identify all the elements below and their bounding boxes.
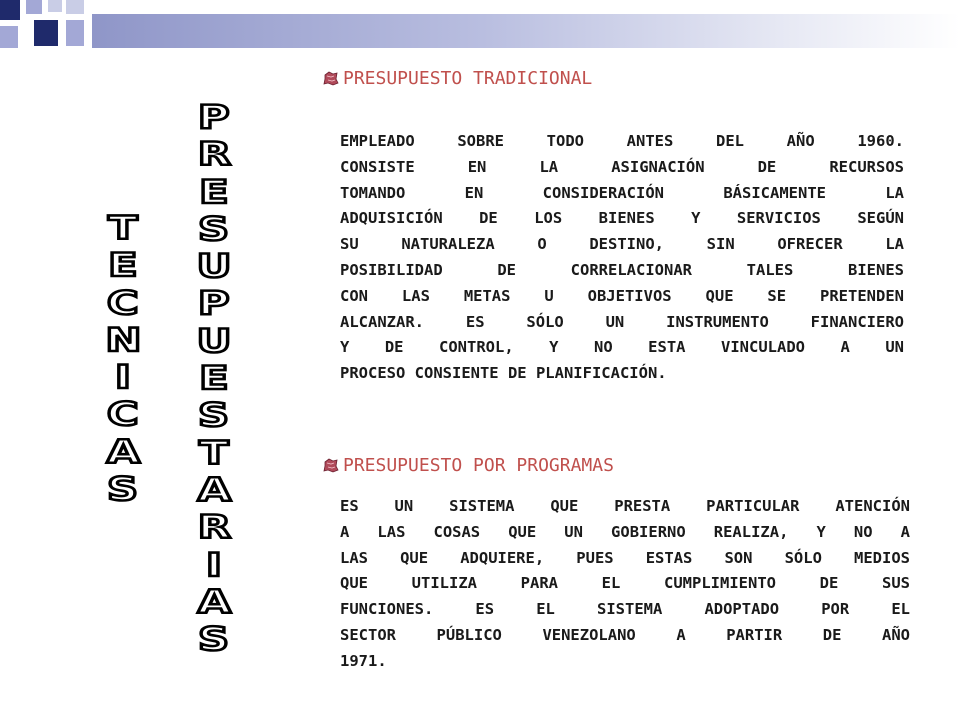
decor-square-lavender bbox=[26, 0, 42, 14]
decor-square-navy-2 bbox=[34, 20, 58, 46]
paragraph-line: A LAS COSAS QUE UN GOBIERNO REALIZA, Y NO A bbox=[340, 522, 910, 541]
vertical-title-tecnicas bbox=[106, 210, 140, 508]
vertical-letter: C bbox=[107, 395, 139, 434]
vertical-letter: I bbox=[114, 358, 132, 397]
decor-square-lavender-3 bbox=[66, 20, 84, 46]
vertical-letter: P bbox=[198, 98, 230, 136]
vertical-letter: S bbox=[198, 620, 230, 659]
paragraph-line: QUE UTILIZA PARA EL CUMPLIMIENTO DE SUS bbox=[340, 574, 910, 593]
vertical-letter: R bbox=[197, 508, 231, 547]
vertical-letter: T bbox=[199, 433, 229, 472]
paragraph-line: ALCANZAR. ES SÓLO UN INSTRUMENTO FINANCIERO bbox=[340, 312, 904, 331]
vertical-title-presupuestarias bbox=[197, 99, 231, 658]
paragraph-line: CON LAS METAS U OBJETIVOS QUE SE PRETENDEN bbox=[340, 286, 904, 305]
decor-square-lavender-2 bbox=[0, 26, 18, 48]
section-paragraph-tradicional bbox=[340, 129, 904, 387]
paragraph-line: SECTOR PÚBLICO VENEZOLANO A PARTIR DE AÑO bbox=[340, 625, 910, 644]
vertical-letter: U bbox=[196, 321, 232, 360]
paragraph-line: LAS QUE ADQUIERE, PUES ESTAS SON SÓLO MEDIOS bbox=[340, 548, 910, 567]
decor-square-pale bbox=[48, 0, 62, 12]
paragraph-line: SU NATURALEZA O DESTINO, SIN OFRECER LA bbox=[340, 235, 904, 254]
paragraph-line: PROCESO CONSIENTE DE PLANIFICACIÓN. bbox=[340, 364, 667, 383]
vertical-letter: E bbox=[199, 172, 229, 211]
paragraph-line: TOMANDO EN CONSIDERACIÓN BÁSICAMENTE LA bbox=[340, 183, 904, 202]
vertical-letter: C bbox=[107, 283, 139, 322]
decor-square-navy bbox=[0, 0, 20, 20]
section-paragraph-programas bbox=[340, 494, 910, 675]
vertical-letter: A bbox=[197, 582, 231, 621]
paragraph-line: FUNCIONES. ES EL SISTEMA ADOPTADO POR EL bbox=[340, 600, 910, 619]
paragraph-line: EMPLEADO SOBRE TODO ANTES DEL AÑO 1960. bbox=[340, 132, 904, 150]
decor-square-pale-2 bbox=[66, 0, 84, 14]
section-heading-tradicional bbox=[322, 68, 592, 89]
vertical-letter: P bbox=[198, 284, 230, 323]
vertical-letter: S bbox=[107, 470, 139, 509]
vertical-letter: A bbox=[197, 470, 231, 509]
header-gradient-bar bbox=[92, 14, 960, 48]
paragraph-line: 1971. bbox=[340, 651, 387, 670]
vertical-letter: R bbox=[197, 135, 231, 174]
section-heading-programas bbox=[322, 455, 614, 476]
map-bullet-icon bbox=[322, 457, 339, 474]
paragraph-line: POSIBILIDAD DE CORRELACIONAR TALES BIENES bbox=[340, 260, 904, 279]
vertical-letter: S bbox=[198, 209, 230, 248]
vertical-letter: I bbox=[205, 545, 223, 584]
vertical-letter: N bbox=[104, 320, 142, 359]
vertical-letter: U bbox=[196, 247, 232, 286]
section-heading-text: PRESUPUESTO POR PROGRAMAS bbox=[343, 455, 614, 476]
vertical-letter: E bbox=[108, 246, 138, 285]
paragraph-line: Y DE CONTROL, Y NO ESTA VINCULADO A UN bbox=[340, 338, 904, 357]
paragraph-line: CONSISTE EN LA ASIGNACIÓN DE RECURSOS bbox=[340, 157, 904, 176]
vertical-letter: A bbox=[106, 432, 140, 471]
section-heading-text: PRESUPUESTO TRADICIONAL bbox=[343, 68, 593, 89]
vertical-letter: S bbox=[198, 396, 230, 435]
map-bullet-icon bbox=[322, 70, 339, 87]
vertical-letter: T bbox=[108, 209, 138, 247]
vertical-letter: E bbox=[199, 359, 229, 398]
paragraph-line: ADQUISICIÓN DE LOS BIENES Y SERVICIOS SEGÚN bbox=[340, 209, 904, 228]
paragraph-line: ES UN SISTEMA QUE PRESTA PARTICULAR ATENCIÓN bbox=[340, 497, 910, 515]
